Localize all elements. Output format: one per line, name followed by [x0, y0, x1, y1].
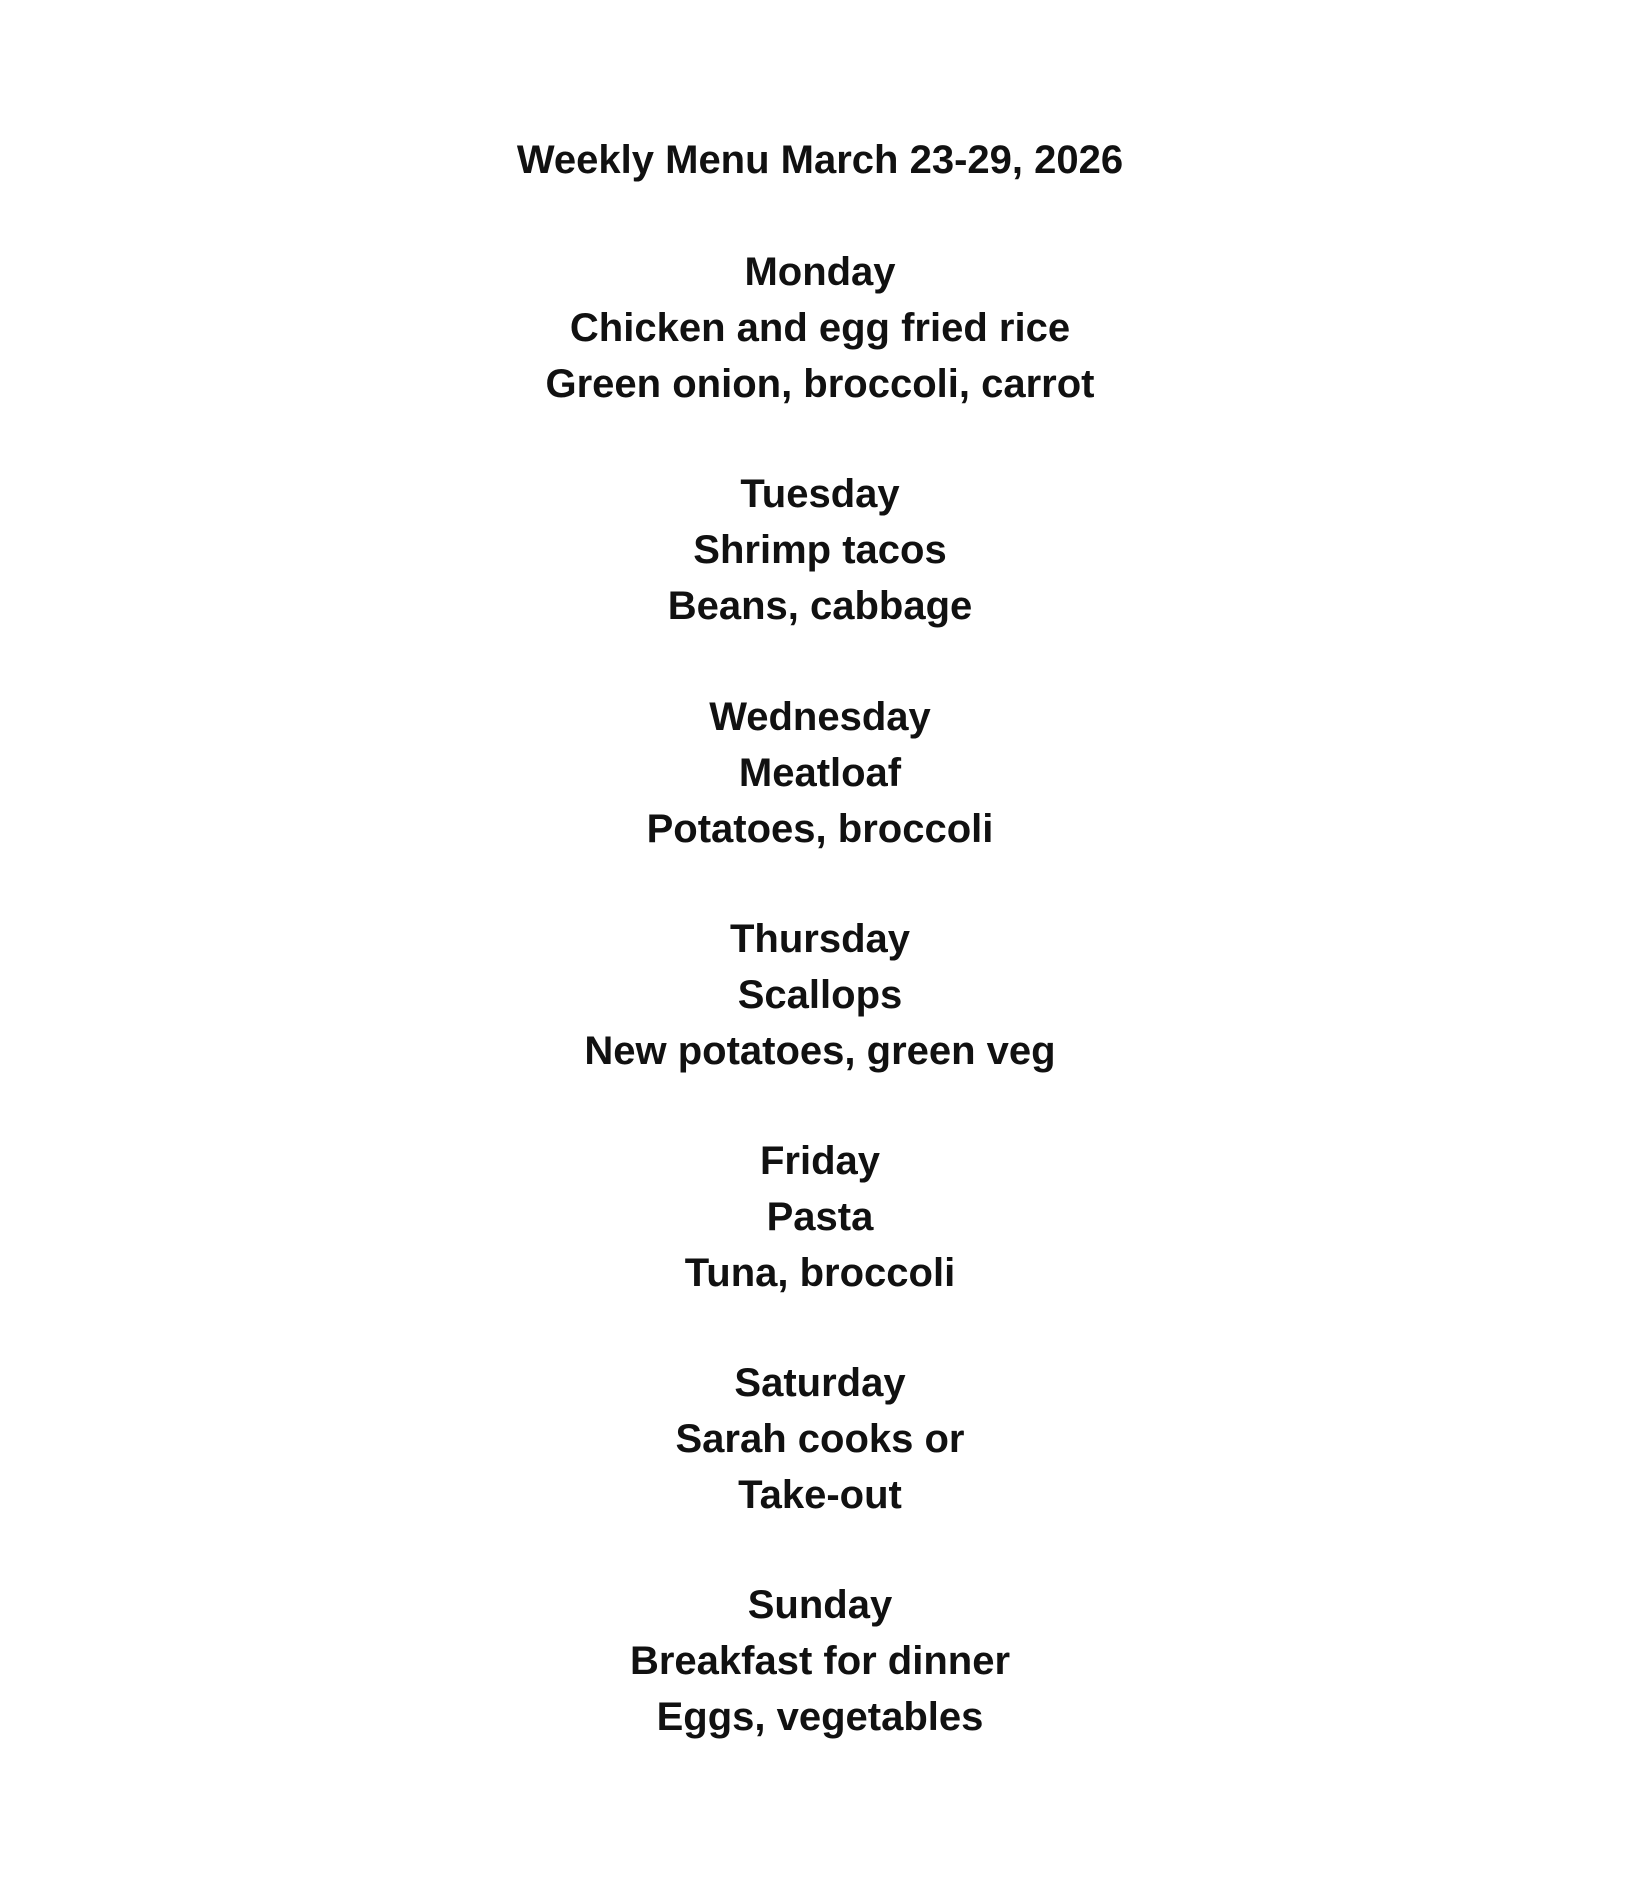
- day-block-thursday: [0, 911, 1640, 1079]
- day-name: Monday: [744, 250, 896, 294]
- side-dishes: New potatoes, green veg: [584, 1029, 1056, 1073]
- main-dish: Chicken and egg fried rice: [569, 306, 1071, 350]
- day-name: Friday: [759, 1139, 881, 1183]
- side-dishes: Eggs, vegetables: [656, 1695, 984, 1739]
- day-block-tuesday: [0, 466, 1640, 634]
- menu-title: Weekly Menu March 23-29, 2026: [516, 138, 1124, 182]
- side-dishes: Tuna, broccoli: [684, 1251, 956, 1295]
- side-dishes: Potatoes, broccoli: [646, 807, 994, 851]
- day-block-monday: [0, 244, 1640, 412]
- main-dish: Shrimp tacos: [693, 528, 947, 572]
- day-name: Sunday: [747, 1583, 893, 1627]
- day-name: Saturday: [734, 1361, 906, 1405]
- main-dish: Scallops: [737, 973, 903, 1017]
- day-name: Wednesday: [709, 695, 931, 739]
- day-name: Thursday: [729, 917, 911, 961]
- day-block-friday: [0, 1133, 1640, 1301]
- main-dish: Breakfast for dinner: [629, 1639, 1011, 1683]
- main-dish: Meatloaf: [738, 751, 902, 795]
- main-dish: Pasta: [766, 1195, 874, 1239]
- main-dish: Sarah cooks or: [675, 1417, 965, 1461]
- side-dishes: Beans, cabbage: [667, 584, 973, 628]
- day-block-wednesday: [0, 689, 1640, 857]
- day-block-sunday: [0, 1577, 1640, 1745]
- day-block-saturday: [0, 1355, 1640, 1523]
- side-dishes: Take-out: [738, 1473, 902, 1517]
- day-name: Tuesday: [740, 472, 900, 516]
- side-dishes: Green onion, broccoli, carrot: [545, 362, 1095, 406]
